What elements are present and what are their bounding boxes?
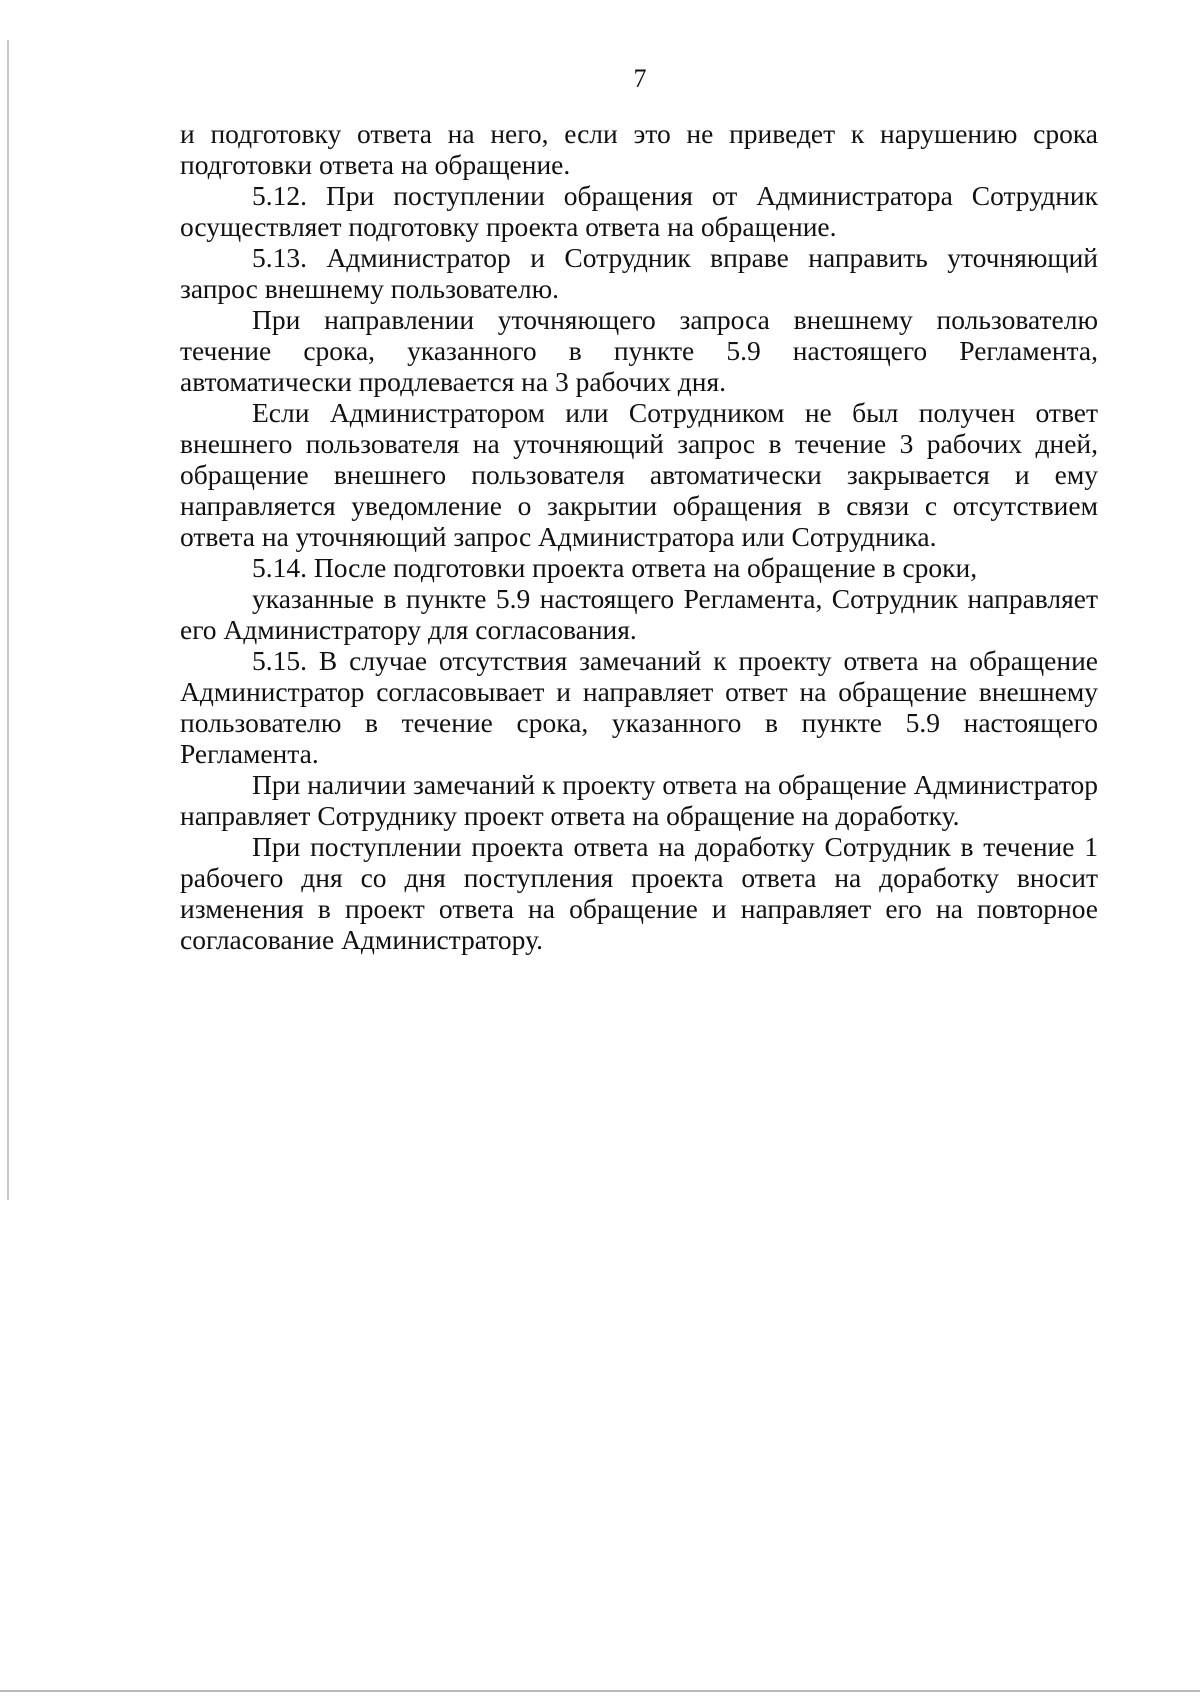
document-body (180, 118, 1098, 955)
paragraph-5-13: 5.13. Администратор и Сотрудник вправе направить уточняющий запрос внешнему пользователю. (180, 242, 1098, 304)
paragraph-5-14: 5.14. После подготовки проекта ответа на обращение в сроки, (252, 552, 978, 583)
page-number: 7 (633, 64, 647, 93)
paragraph-5-14-continuation: указанные в пункте 5.9 настоящего Регламента, Сотрудник направляет его Администратору для согласования. (180, 583, 1098, 645)
paragraph-5-15: 5.15. В случае отсутствия замечаний к проекту ответа на обращение Администратор согласовывает и направляет ответ на обращение внешнему пользователю в течение срока, указанного в пункте 5.9 настоящего Регламента. (180, 645, 1098, 769)
paragraph-revision: При поступлении проекта ответа на доработку Сотрудник в течение 1 рабочего дня со дня поступления проекта ответа на доработку вносит изменения в проект ответа на обращение и направляет его на повторное согласование Администратору. (180, 831, 1098, 955)
paragraph-clarifying-request: При направлении уточняющего запроса внешнему пользователю течение срока, указанного в пункте 5.9 настоящего Регламента, автоматически продлевается на 3 рабочих дня. (180, 304, 1098, 397)
paragraph-remarks: При наличии замечаний к проекту ответа на обращение Администратор направляет Сотруднику проект ответа на обращение на доработку. (180, 769, 1098, 831)
paragraph-continuation: и подготовку ответа на него, если это не приведет к нарушению срока подготовки ответа на обращение. (180, 118, 1098, 180)
scan-bottom-edge (0, 1690, 1200, 1692)
paragraph-5-12: 5.12. При поступлении обращения от Администратора Сотрудник осуществляет подготовку проекта ответа на обращение. (180, 180, 1098, 242)
paragraph-no-response: Если Администратором или Сотрудником не был получен ответ внешнего пользователя на уточняющий запрос в течение 3 рабочих дней, обращение внешнего пользователя автоматически закрывается и ему направляется уведомление о закрытии обращения в связи с отсутствием ответа на уточняющий запрос Администратора или Сотрудника. (180, 397, 1098, 552)
scan-left-edge (7, 40, 9, 1200)
